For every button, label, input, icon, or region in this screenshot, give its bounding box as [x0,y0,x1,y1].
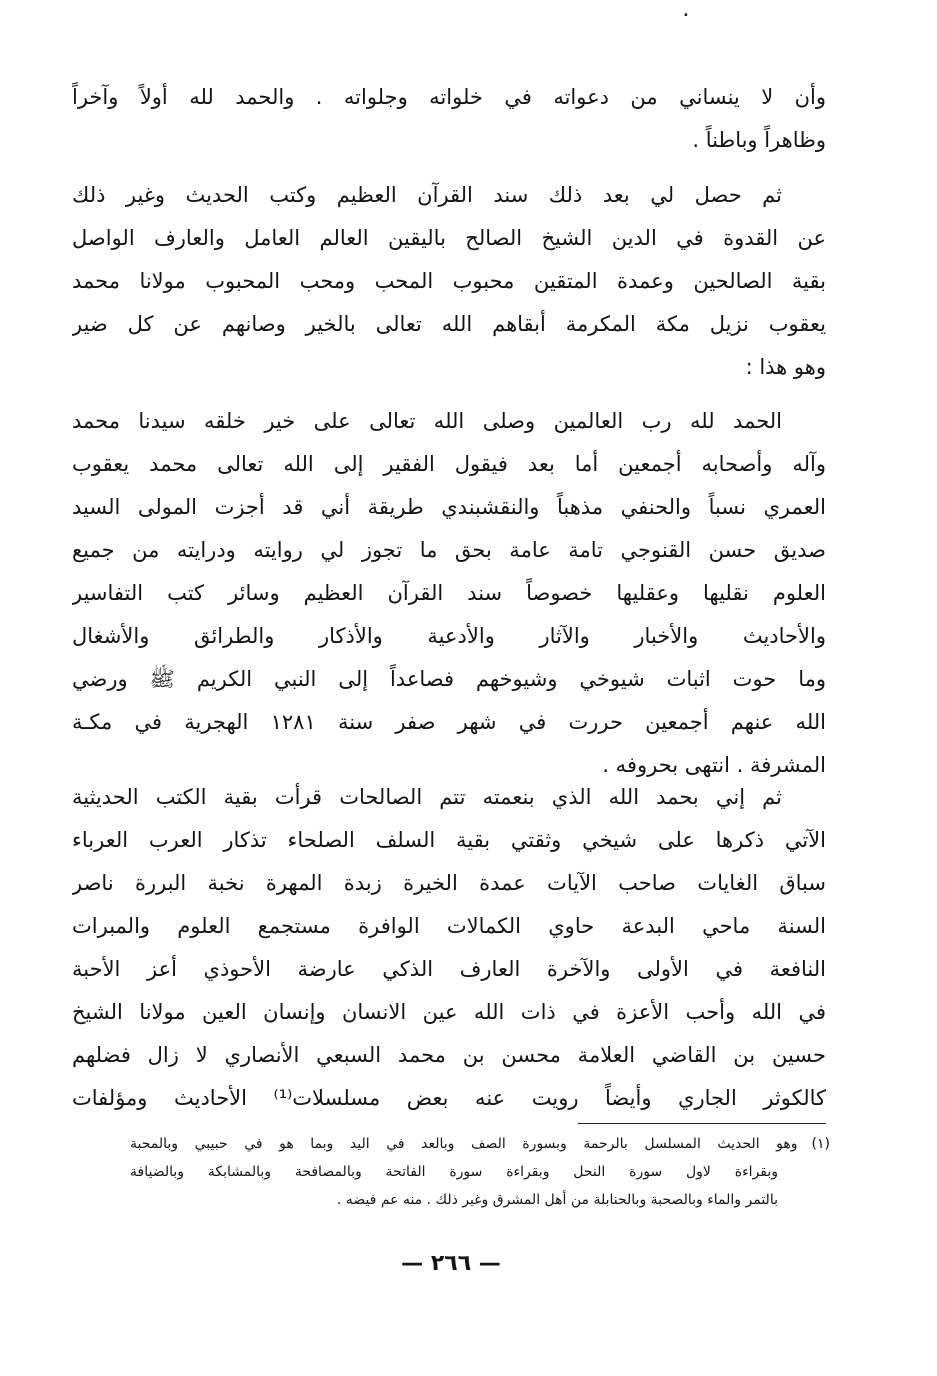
footnote-line [130,1130,830,1158]
text-line: سباق الغايات صاحب الآيات عمدة الخيرة زبدة المهرة نخبة البررة ناصر [72,871,826,895]
paragraph-ijaza-text [72,400,826,787]
footnote-divider [578,1123,826,1124]
text-line: عن القدوة في الدين الشيخ الصالح باليقين العالم العامل والعارف الواصل [72,226,826,250]
top-mark: ٠ [680,2,692,27]
text-line: وهو هذا : [745,355,826,379]
paragraph-closing-prayer [72,76,826,162]
footnote [130,1130,830,1214]
text-line: العلوم نقليها وعقليها خصوصاً سند القرآن العظيم وسائر كتب التفاسير [72,581,826,605]
text-line: كالكوثر الجاري وأيضاً رويت عنه بعض مسلسلات⁽¹⁾ الأحاديث ومؤلفات [72,1086,826,1110]
text-line: الحمد لله رب العالمين وصلى الله تعالى على خير خلقه سيدنا محمد [72,409,782,433]
paragraph-second-shaykh [72,776,826,1120]
footnote-text: وهو الحديث المسلسل بالرحمة وبسورة الصف وبالعد في اليد وبما هو في حبيبي وبالمحبة [130,1136,798,1152]
text-line: صديق حسن القنوجي تامة عامة بحق ما تجوز لي روايته ودرايته من جميع [72,538,826,562]
text-line: ثم إني بحمد الله الذي بنعمته تتم الصالحات قرأت بقية الكتب الحديثية [72,785,782,809]
footnote-marker: (١) [811,1136,830,1152]
text-line: المشرفة . انتهى بحروفه . [602,753,826,777]
text-line: وآله وأصحابه أجمعين أما بعد فيقول الفقير إلى الله تعالى محمد يعقوب [72,452,826,476]
text-line: وما حوت اثبات شيوخي وشيوخهم فصاعداً إلى النبي الكريم ﷺ ورضي [72,667,826,691]
footnote-line: بالتمر والماء وبالصحبة وبالحنابلة من أهل المشرق وغير ذلك . منه عم فيضه . [336,1192,778,1208]
text-line: العمري نسباً والحنفي مذهباً والنقشبندي طريقة أني قد أجزت المولى السيد [72,495,826,519]
paragraph-isnad-intro [72,174,826,389]
text-line: وأن لا ينساني من دعواته في خلواته وجلواته . والحمد لله أولاً وآخراً [72,85,826,109]
text-line: الله عنهم أجمعين حررت في شهر صفر سنة ١٢٨١ الهجرية في مكـة [72,710,826,734]
text-line: النافعة في الأولى والآخرة العارف الذكي عارضة الأحوذي أعز الأحبة [72,957,826,981]
text-line: حسين بن القاضي العلامة محسن بن محمد السبعي الأنصاري لا زال فضلهم [72,1043,826,1067]
text-line: يعقوب نزيل مكة المكرمة أبقاهم الله تعالى بالخير وصانهم عن كل ضير [72,312,826,336]
text-line: الآتي ذكرها على شيخي وثقتي بقية السلف الصلحاء تذكار العرب العرباء [72,828,826,852]
text-line: والأحاديث والأخبار والآثار والأدعية والأذكار والطرائق والأشغال [72,624,826,648]
footnote-line: وبقراءة لاول سورة النحل وبقراءة سورة الفاتحة وبالمصافحة وبالمشابكة وبالضيافة [130,1164,778,1180]
text-line: السنة ماحي البدعة حاوي الكمالات الوافرة مستجمع العلوم والمبرات [72,914,826,938]
text-line: وظاهراً وباطناً . [692,128,826,152]
text-line: ثم حصل لي بعد ذلك سند القرآن العظيم وكتب الحديث وغير ذلك [72,183,782,207]
page-number: — ٢٦٦ — [401,1251,501,1276]
text-line: في الله وأحب الأعزة في ذات الله عين الانسان وإنسان العين مولانا الشيخ [72,1000,826,1024]
text-line: بقية الصالحين وعمدة المتقين محبوب المحب ومحب المحبوب مولانا محمد [72,269,826,293]
